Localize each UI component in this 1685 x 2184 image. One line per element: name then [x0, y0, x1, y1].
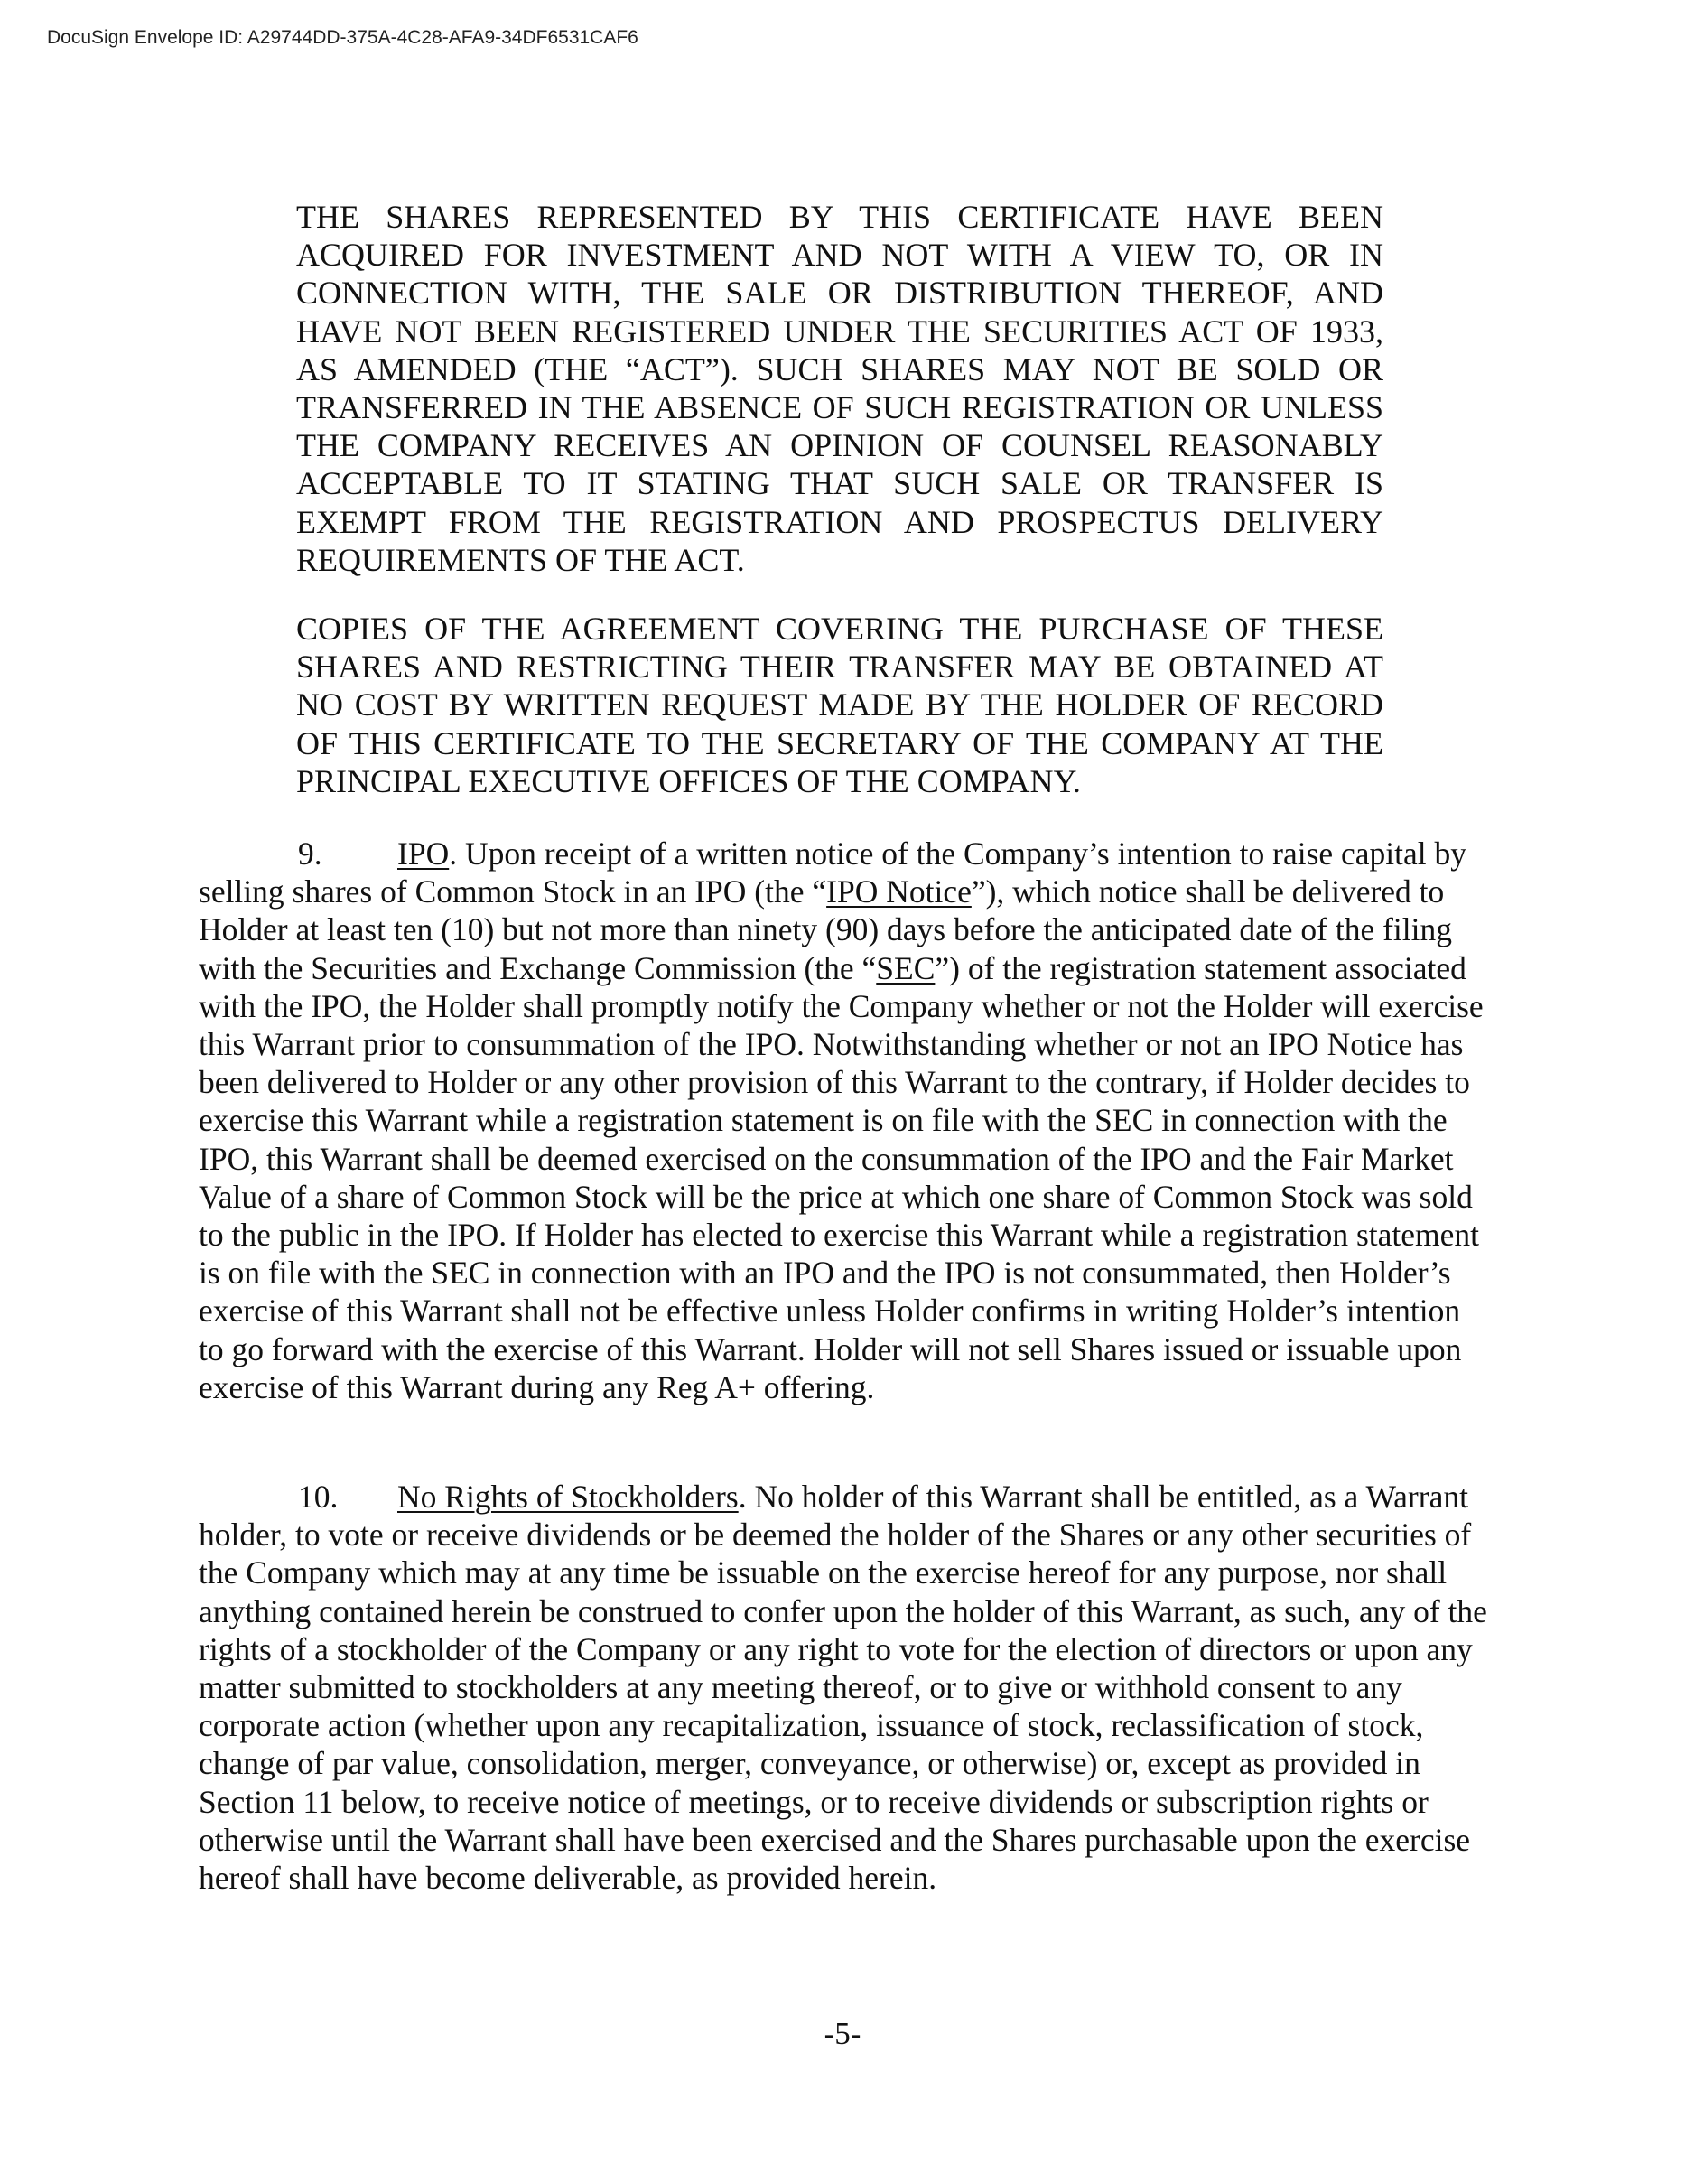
- section-10-text: . No holder of this Warrant shall be entitled, as a Warrant holder, to vote or receive dividends or be deemed the holder of the Shares or any other securities of the Company which may at any time be issuable on the exercise hereof for any purpose, nor shall anything contained herein be construed to confer upon the holder of this Warrant, as such, any of the rights of a stockholder of the Company or any right to vote for the election of directors or upon any matter submitted to stockholders at any meeting thereof, or to give or withhold consent to any corporate action (whether upon any recapitalization, issuance of stock, reclassification of stock, change of par value, consolidation, merger, conveyance, or otherwise) or, except as provided in Section 11 below, to receive notice of meetings, or to receive dividends or subscription rights or otherwise until the Warrant shall have been exercised and the Shares purchasable upon the exercise hereof shall have become deliverable, as provided herein.: [199, 1479, 1487, 1897]
- section-9-text-b: ”), which notice shall be delivered to Holder at least ten (10) but not more than ninety (90) days before the anticipated date of the filing with the Securities and Exchange Commission (the “: [199, 873, 1452, 986]
- section-9: [199, 835, 1490, 1406]
- legend-paragraph-2: COPIES OF THE AGREEMENT COVERING THE PURCHASE OF THESE SHARES AND RESTRICTING THEIR TRANSFER MAY BE OBTAINED AT NO COST BY WRITTEN REQUEST MADE BY THE HOLDER OF RECORD OF THIS CERTIFICATE TO THE SECRETARY OF THE COMPANY AT THE PRINCIPAL EXECUTIVE OFFICES OF THE COMPANY.: [296, 611, 1383, 799]
- section-9-text-c: ”) of the registration statement associated with the IPO, the Holder shall promptly notify the Company whether or not the Holder will exercise this Warrant prior to consummation of the IPO. Notwithstanding whether or not an IPO Notice has been delivered to Holder or any other provision of this Warrant to the contrary, if Holder decides to exercise this Warrant while a registration statement is on file with the SEC in connection with the IPO, this Warrant shall be deemed exercised on the consummation of the IPO and the Fair Market Value of a share of Common Stock will be the price at which one share of Common Stock was sold to the public in the IPO. If Holder has elected to exercise this Warrant while a registration statement is on file with the SEC in connection with an IPO and the IPO is not consummated, then Holder’s exercise of this Warrant shall not be effective unless Holder confirms in writing Holder’s intention to go forward with the exercise of this Warrant. Holder will not sell Shares issued or issuable upon exercise of this Warrant during any Reg A+ offering.: [199, 949, 1484, 1405]
- section-10: [199, 1478, 1490, 1897]
- defined-term-ipo-notice: IPO Notice: [826, 873, 972, 910]
- defined-term-sec: SEC: [876, 949, 936, 986]
- section-9-number: 9.: [298, 835, 322, 872]
- page-number: -5-: [824, 2016, 861, 2051]
- section-9-text-a: . Upon receipt of a written notice of the Company’s intention to raise capital by selling shares of Common Stock in an IPO (the “: [199, 835, 1467, 910]
- docusign-envelope-id: DocuSign Envelope ID: A29744DD-375A-4C28-AFA9-34DF6531CAF6: [47, 27, 638, 48]
- legend-paragraph-1: THE SHARES REPRESENTED BY THIS CERTIFICATE HAVE BEEN ACQUIRED FOR INVESTMENT AND NOT WITH A VIEW TO, OR IN CONNECTION WITH, THE SALE OR DISTRIBUTION THEREOF, AND HAVE NOT BEEN REGISTERED UNDER THE SECURITIES ACT OF 1933, AS AMENDED (THE “ACT”). SUCH SHARES MAY NOT BE SOLD OR TRANSFERRED IN THE ABSENCE OF SUCH REGISTRATION OR UNLESS THE COMPANY RECEIVES AN OPINION OF COUNSEL REASONABLY ACCEPTABLE TO IT STATING THAT SUCH SALE OR TRANSFER IS EXEMPT FROM THE REGISTRATION AND PROSPECTUS DELIVERY REQUIREMENTS OF THE ACT.: [296, 199, 1383, 578]
- section-10-number: 10.: [298, 1479, 339, 1515]
- section-10-heading: No Rights of Stockholders: [397, 1479, 739, 1515]
- section-9-heading: IPO: [397, 835, 450, 872]
